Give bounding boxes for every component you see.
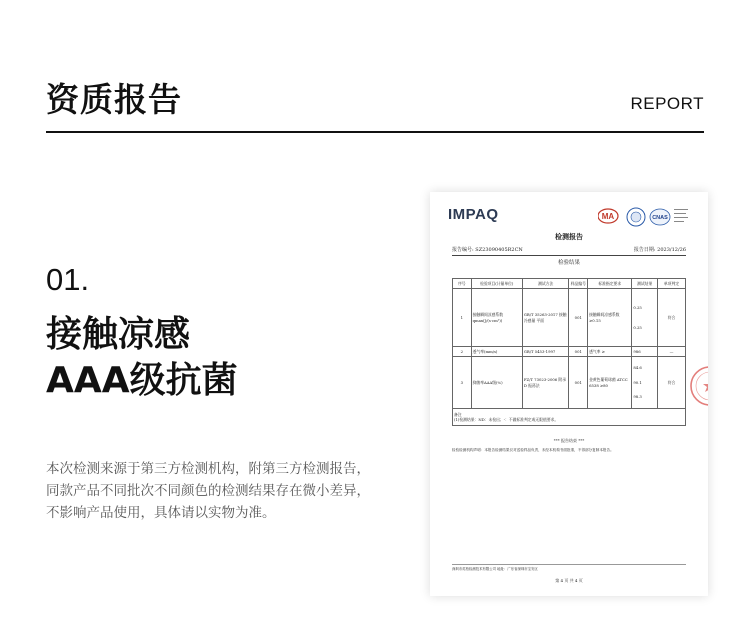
result-value: 0.25 [633, 324, 642, 330]
table-row [453, 289, 686, 347]
feature-title-line2: AAA级抗菌 [46, 360, 238, 401]
result-value: 98.3 [633, 394, 642, 400]
report-meta [452, 246, 686, 256]
results-table [452, 278, 686, 426]
cell-requirement: 金黄色葡萄球菌 ATCC 6538 ≥80 [588, 357, 632, 409]
cnas-mark: CNAS [652, 215, 668, 221]
cell-method: GB/T 5453-1997 [522, 347, 569, 357]
notice-text: 检验检测机构声明：本报告检测结果仅对送检样品负责，未经本机构书面批准，不得部分复制本报告。 [452, 448, 614, 452]
column-header: 单项判定 [657, 279, 685, 289]
column-header: 测试方法 [522, 279, 569, 289]
cell-requirement: 接触瞬间凉感系数 ≥0.15 [588, 289, 632, 347]
cell-sample: 001 [569, 289, 588, 347]
cell-no: 3 [453, 357, 472, 409]
test-report-document [430, 192, 708, 596]
description-line: 不影响产品使用，具体请以实物为准。 [46, 505, 276, 521]
cell-result [632, 289, 658, 347]
page-number: 第 4 页 共 4 页 [555, 578, 583, 583]
description-line: 同款产品不同批次不同颜色的检测结果存在微小差异， [46, 483, 370, 499]
column-header: 标准指定要求 [588, 279, 632, 289]
note-cell [453, 409, 686, 426]
column-header: 样品编号 [569, 279, 588, 289]
official-stamp-icon [688, 364, 708, 408]
report-number: 报告编号: SZ23090405R2CN [452, 247, 523, 253]
cell-item: 接触瞬间凉感系数 qmax(J/(s·cm²)) [471, 289, 522, 347]
cell-method: FZ/T 73023-2006 附录D 振荡法 [522, 357, 569, 409]
page-title: 资质报告 [46, 80, 182, 119]
report-end-mark: *** 报告结束 *** [553, 438, 585, 443]
cell-item: 透气率(mm/s) [471, 347, 522, 357]
cma-mark: MA [601, 212, 615, 221]
cell-result [632, 357, 658, 409]
cell-method: GB/T 35263-2017 接触冷感量 平面 [522, 289, 569, 347]
feature-title-line1: 接触凉感 [46, 314, 191, 355]
table-header-row [453, 279, 686, 289]
note-text: (1)检测结果：ND：未检出；-：不做标准判定或无限值要求。 [454, 417, 559, 422]
cell-sample: 001 [569, 357, 588, 409]
description-line: 本次检测来源于第三方检测机构，附第三方检测报告， [46, 461, 370, 477]
cell-verdict: 符合 [657, 357, 685, 409]
cell-requirement: 透气率 ≥ [588, 347, 632, 357]
certification-marks-icon [598, 206, 690, 228]
report-date: 报告日期: 2023/12/26 [633, 247, 686, 253]
report-notice [452, 447, 686, 453]
feature-number: 01. [46, 262, 90, 297]
cell-no: 1 [453, 289, 472, 347]
section-heading: 检验结果 [557, 260, 580, 266]
result-value: 84.6 [633, 365, 642, 371]
cell-no: 2 [453, 347, 472, 357]
table-row [453, 347, 686, 357]
column-header: 序号 [453, 279, 472, 289]
feature-description [46, 458, 406, 524]
lab-logo: IMPAQ [448, 206, 499, 223]
note-label: 备注 [454, 411, 462, 417]
report-tag: REPORT [630, 94, 704, 113]
result-value: 0.25 [633, 305, 642, 310]
cell-result: 986 [632, 347, 658, 357]
cell-verdict: — [657, 347, 685, 357]
table-note-row [453, 409, 686, 426]
table-row [453, 357, 686, 409]
result-value: 90.1 [633, 379, 642, 385]
header-divider [46, 131, 704, 133]
column-header: 测试结果 [632, 279, 658, 289]
cell-sample: 001 [569, 347, 588, 357]
cell-item: 抑菌率AAA级(%) [471, 357, 522, 409]
document-footer: 深圳市英柏检测技术有限公司 地址：广东省深圳市宝安区 [452, 564, 686, 572]
cell-verdict: 符合 [657, 289, 685, 347]
column-header: 检验项目(计量单位) [471, 279, 522, 289]
document-title: 检测报告 [555, 232, 583, 241]
